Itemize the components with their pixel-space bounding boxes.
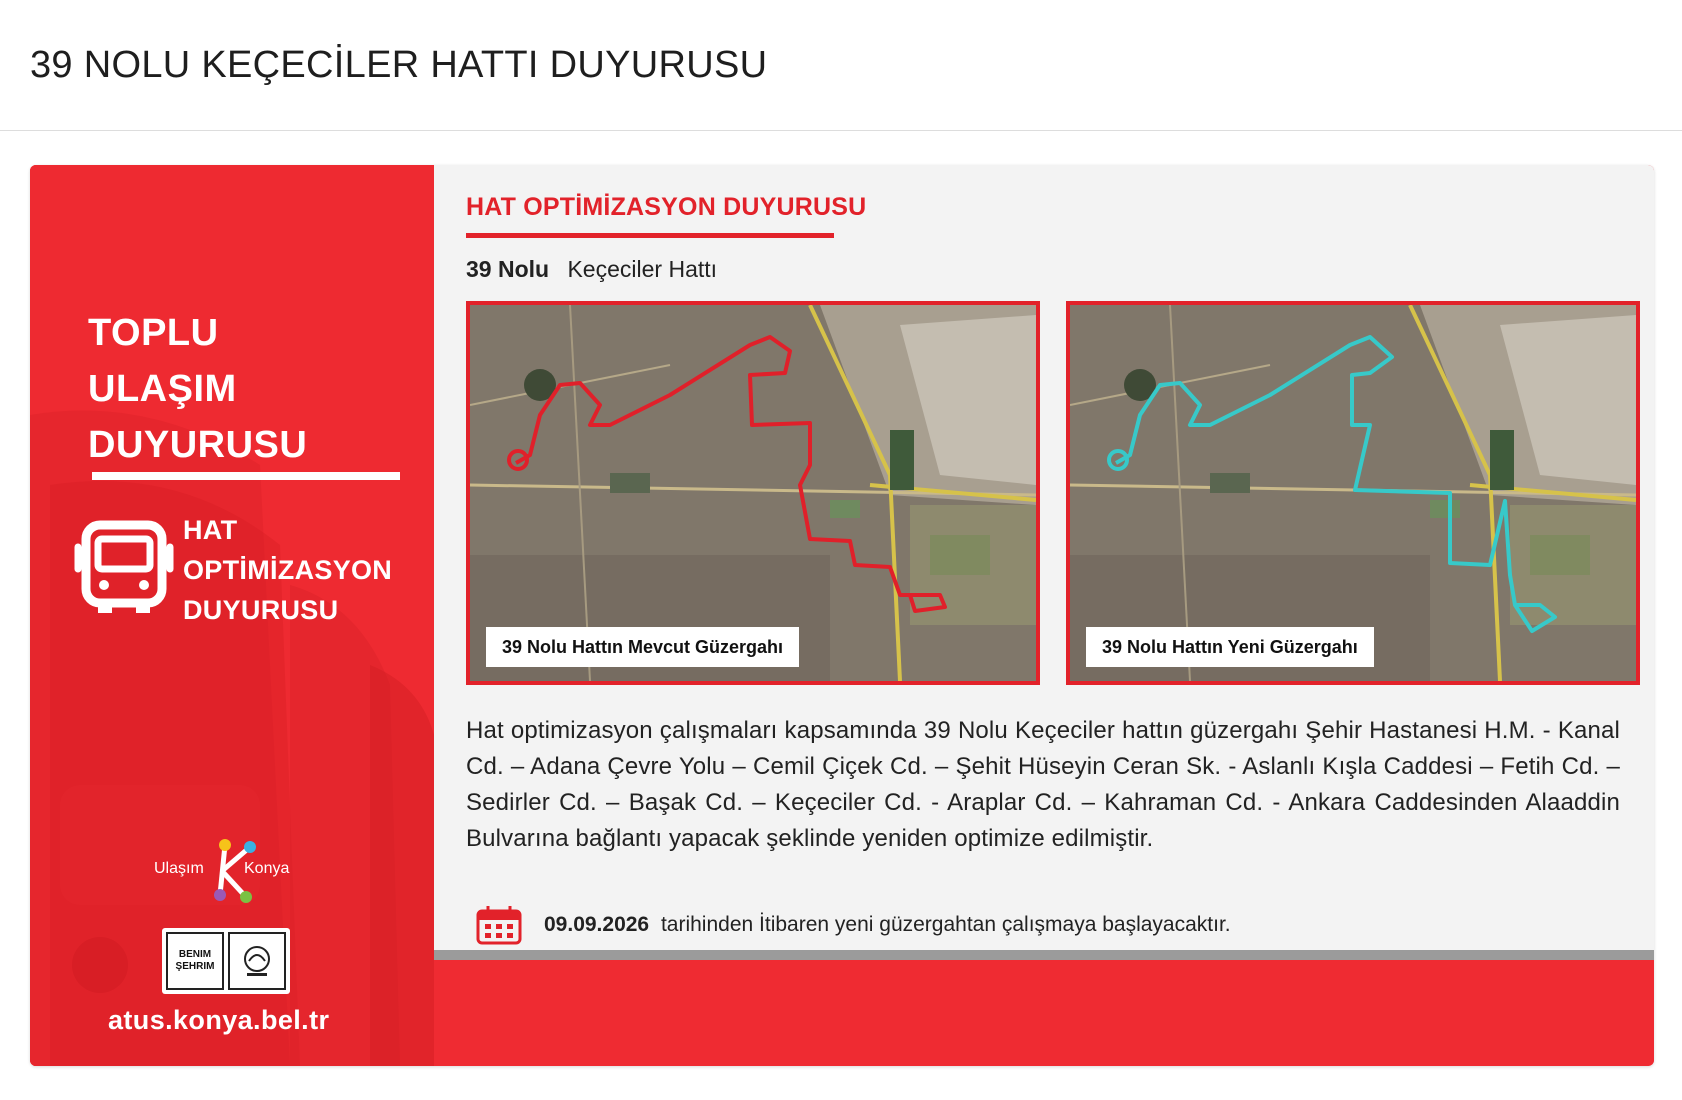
content-area [434,165,1654,950]
line-number: 39 Nolu [466,256,550,282]
panel-heading-line-3: DUYURUSU [88,424,308,466]
start-date-text [544,913,1231,937]
benim-sehrim-badge [166,932,224,990]
banner-footer-band [434,960,1654,1066]
content-title-underline [466,233,834,238]
panel-heading [88,305,388,473]
municipality-badges [162,928,290,994]
brand-label-ulasim: Ulaşım [154,860,204,877]
content-title: HAT OPTİMİZASYON DUYURUSU [466,193,867,221]
municipality-seal-icon [228,932,286,990]
new-route-map [1066,301,1640,685]
panel-subheading-line-3: DUYURUSU [183,595,339,625]
website-url: atus.konya.bel.tr [108,1005,330,1035]
panel-subheading [183,510,392,630]
panel-subheading-line-1: HAT [183,515,238,545]
satellite-map-image [470,305,1036,681]
start-date-message: tarihinden İtibaren yeni güzergahtan çalışmaya başlayacaktır. [660,913,1231,936]
content-divider [434,950,1654,960]
new-route-caption: 39 Nolu Hattın Yeni Güzergahı [1086,627,1374,667]
badge-text-1: BENIM [178,949,212,960]
start-date: 09.09.2026 [544,913,650,936]
line-info [466,256,717,283]
badge-text-2: ŞEHRIM [175,961,215,972]
brand-label-konya: Konya [244,860,290,877]
panel-heading-line-1: TOPLU [88,312,219,354]
calendar-icon [476,905,522,945]
current-route-caption: 39 Nolu Hattın Mevcut Güzergahı [486,627,799,667]
line-name: Keçeciler Hattı [567,256,718,282]
bus-front-icon [74,517,174,617]
route-description: Hat optimizasyon çalışmaları kapsamında 39 Nolu Keçeciler hattın güzergahı Şehir Hastanesi H.M. - Kanal Cd. – Adana Çevre Yolu – Cemil Çiçek Cd. – Şehit Hüseyin Ceran Sk. - Aslanlı Kışla Caddesi – Fetih Cd. – Sedirler Cd. – Başak Cd. – Keçeciler Cd. - Araplar Cd. – Kahraman Cd. - Ankara Caddesinden Alaaddin Bulvarına bağlantı yapacak şeklinde yeniden optimize edilmiştir. [466,717,1620,852]
panel-heading-underline [92,472,400,480]
satellite-map-image-new [1070,305,1636,681]
page-header [0,0,1682,131]
start-date-row [476,905,1231,945]
announcement-banner [30,165,1654,1066]
panel-subheading-line-2: OPTİMİZASYON [183,555,393,585]
current-route-map [466,301,1040,685]
left-panel [30,165,434,1066]
page-title: 39 NOLU KEÇECİLER HATTI DUYURUSU [30,44,768,86]
panel-heading-line-2: ULAŞIM [88,368,237,410]
